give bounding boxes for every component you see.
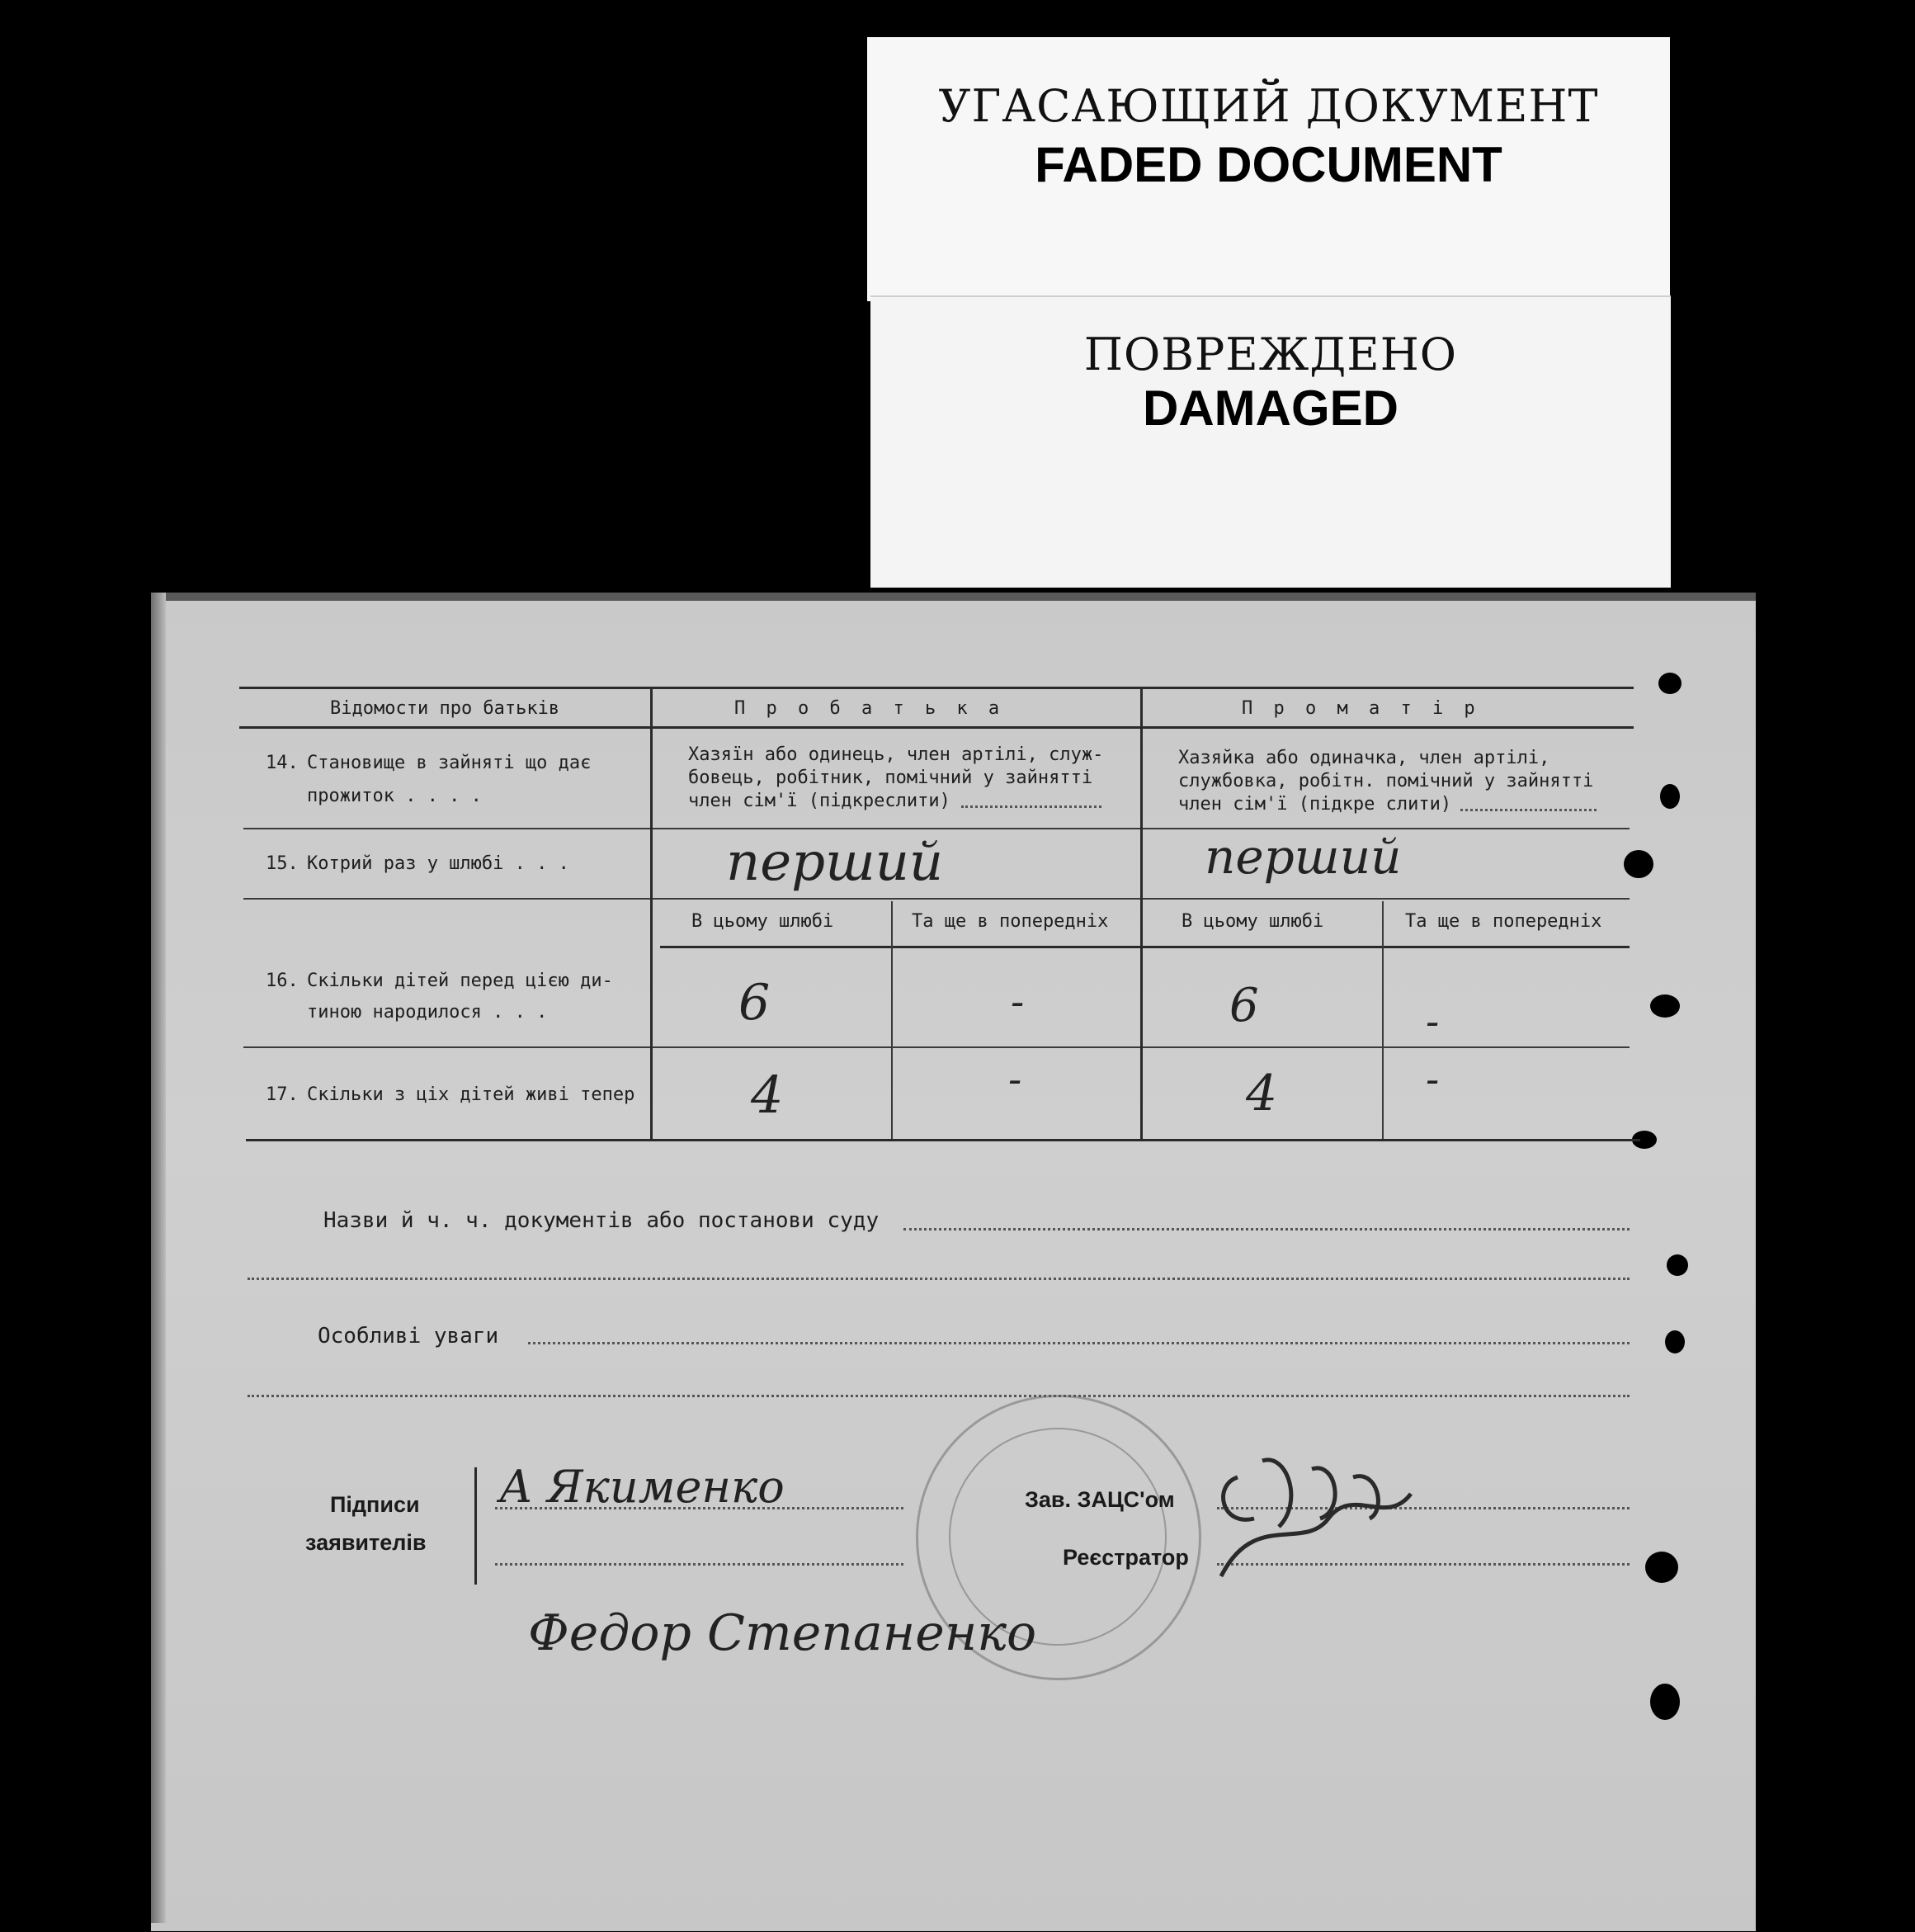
faded-document-notice (867, 37, 1670, 301)
head-signature-scribble (1205, 1428, 1427, 1593)
row15-father-handwritten: перший (726, 832, 944, 893)
punch-hole (1645, 1552, 1678, 1583)
col-divider-mother-sub (1382, 901, 1384, 1139)
signatures-label-line1: Підписи (330, 1492, 420, 1517)
row16-label-line1: Скільки дітей перед цією ди- (307, 971, 613, 991)
col-divider-parents (1140, 688, 1143, 1139)
header-father: П р о б а т ь к а (734, 698, 1005, 719)
damaged-notice (870, 295, 1671, 588)
table-bottom-rule (246, 1139, 1640, 1141)
row14-mother-line2: службовка, робітн. помічний у зайнятті (1178, 771, 1594, 791)
row15-label: Котрий раз у шлюбі . . . (307, 853, 569, 874)
row15-number: 15. (266, 853, 299, 874)
registrar-label: Реєстратор (1063, 1545, 1189, 1570)
row16-father-prev: - (1011, 979, 1025, 1025)
punch-hole (1665, 1330, 1685, 1353)
damaged-notice-ru: ПОВРЕЖДЕНО (1083, 328, 1458, 380)
punch-hole (1650, 1684, 1680, 1720)
row16-rule (243, 1046, 1630, 1048)
applicant-signature-1: А Якименко (499, 1461, 785, 1513)
row15-mother-handwritten: перший (1205, 829, 1402, 885)
faded-notice-ru: УГАСАЮЩИЙ ДОКУМЕНТ (938, 80, 1599, 132)
header-label: Відомости про батьків (330, 698, 560, 719)
subheader-father-prev: Та ще в попередніх (912, 911, 1109, 932)
sheet-edge (151, 593, 166, 1923)
subheader-rule (660, 946, 1630, 948)
remarks-label: Особливі уваги (318, 1324, 499, 1349)
row16-mother-prev: - (1426, 999, 1440, 1045)
row16-father-this: 6 (738, 974, 771, 1032)
subheader-father-this: В цьому шлюбі (691, 911, 834, 932)
header-mother: П р о м а т і р (1242, 698, 1480, 719)
faded-notice-en: FADED DOCUMENT (1035, 137, 1502, 192)
documents-fill-1 (903, 1228, 1630, 1231)
row16-number: 16. (266, 971, 299, 991)
col-divider-label (650, 688, 653, 1139)
col-divider-father-sub (891, 901, 893, 1139)
subheader-mother-prev: Та ще в попередніх (1405, 911, 1602, 932)
header-rule (239, 726, 1634, 729)
table-top-rule (239, 687, 1634, 689)
row14-mother-fill (1460, 809, 1597, 811)
row17-mother-this: 4 (1246, 1065, 1278, 1122)
row17-label: Скільки з ціх дітей живі тепер (307, 1084, 635, 1105)
row16-label-line2: тиною народилося . . . (307, 1002, 548, 1023)
row14-mother-line1: Хазяйка або одиначка, член артілі, (1178, 748, 1550, 768)
remarks-fill-2 (248, 1395, 1630, 1397)
row14-label-line1: Становище в зайняті що дає (307, 753, 592, 773)
row14-label-line2: прожиток . . . . (307, 786, 482, 806)
row16-mother-this: 6 (1229, 979, 1259, 1032)
punch-hole (1667, 1254, 1688, 1276)
documents-label: Назви й ч. ч. документів або постанови суду (323, 1208, 880, 1233)
row14-mother-line3: член сім'ї (підкре слити) (1178, 794, 1452, 815)
row14-father-line1: Хазяїн або одинець, член артілі, служ- (688, 744, 1104, 765)
row15-rule (243, 898, 1630, 900)
row17-mother-prev: - (1426, 1056, 1440, 1103)
row17-father-prev: - (1008, 1056, 1022, 1103)
row14-father-line2: бовець, робітник, помічний у зайнятті (688, 768, 1093, 788)
row14-number: 14. (266, 753, 299, 773)
signatures-brace (474, 1467, 477, 1585)
punch-hole (1650, 994, 1680, 1018)
row14-father-line3: член сім'ї (підкреслити) (688, 791, 950, 811)
remarks-fill-1 (528, 1342, 1630, 1344)
signatures-label-line2: заявителів (305, 1530, 427, 1555)
row14-father-fill (961, 805, 1101, 808)
row17-number: 17. (266, 1084, 299, 1105)
damaged-notice-en: DAMAGED (1143, 380, 1399, 436)
subheader-mother-this: В цьому шлюбі (1182, 911, 1324, 932)
applicant-signature-2: Федор Степаненко (528, 1604, 1037, 1662)
punch-hole (1658, 673, 1682, 694)
head-registry-label: Зав. ЗАЦС'ом (1025, 1487, 1175, 1512)
row17-father-this: 4 (751, 1065, 784, 1125)
punch-hole (1660, 784, 1680, 809)
documents-fill-2 (248, 1278, 1630, 1280)
signature-line-1 (495, 1507, 903, 1509)
row14-rule (243, 828, 1630, 829)
signature-line-2 (495, 1563, 903, 1566)
punch-hole (1624, 850, 1653, 878)
